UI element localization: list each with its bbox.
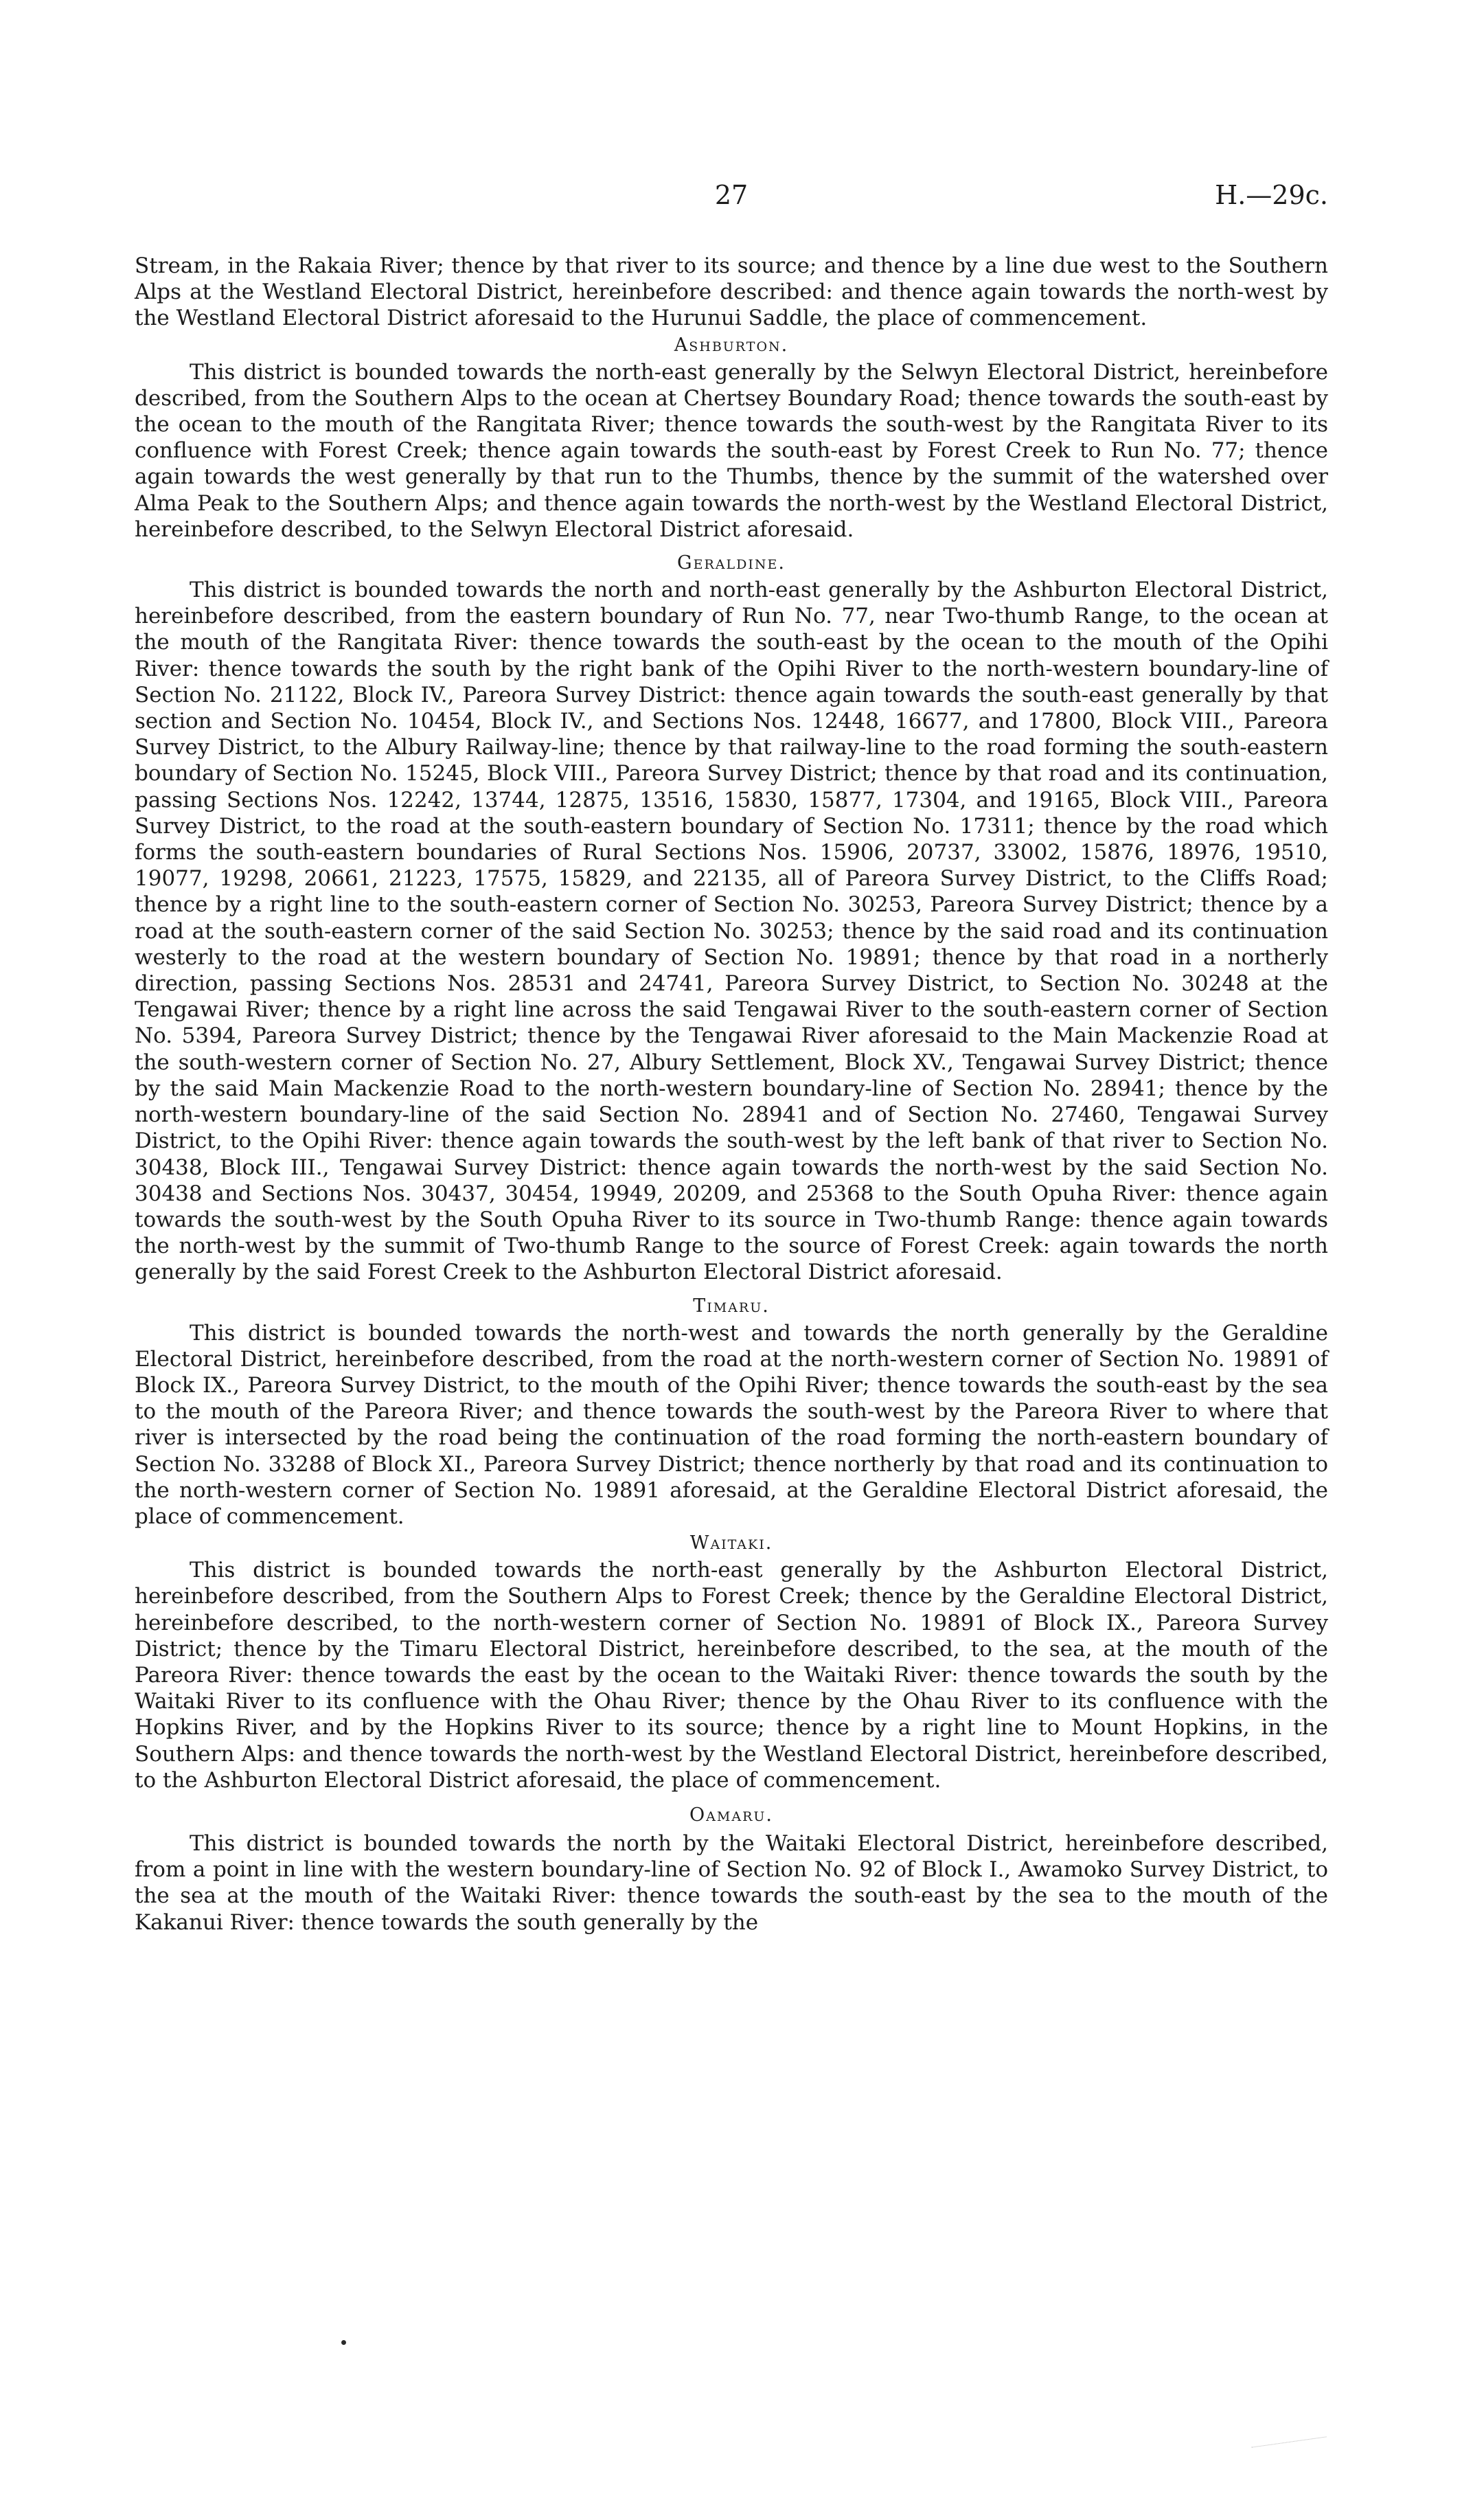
section-heading-oamaru: Oamaru. xyxy=(689,1804,773,1826)
ink-speck xyxy=(341,2340,346,2345)
continuation-paragraph: Stream, in the Rakaia River; thence by that river to its source; and thence by a line due west to the Southern Alps at the Westland Electoral District, hereinbefore described: and thence again towards the north-west by the Westland Electoral District aforesaid to the Hurunui Saddle, the place of commencement. xyxy=(135,253,1328,331)
running-head xyxy=(135,180,1328,221)
document-body xyxy=(135,253,1328,1936)
section-oamaru xyxy=(135,1802,1328,1936)
section-body-waitaki: This district is bounded towards the north-east generally by the Ashburton Electoral District, hereinbefore described, from the Southern Alps to Forest Creek; thence by the Geraldine Electoral District, hereinbefore described, to the north-western corner of Section No. 19891 of Block IX., Pareora Survey District; thence by the Timaru Electoral District, hereinbefore described, to the sea, at the mouth of the Pareora River: thence towards the east by the ocean to the Waitaki River: thence towards the south by the Waitaki River to its confluence with the Ohau River; thence by the Ohau River to its confluence with the Hopkins River, and by the Hopkins River to its source; thence by a right line to Mount Hopkins, in the Southern Alps: and thence towards the north-west by the Westland Electoral District, hereinbefore described, to the Ashburton Electoral District aforesaid, the place of commencement. xyxy=(135,1558,1328,1793)
section-heading-timaru: Timaru. xyxy=(693,1295,770,1317)
section-timaru xyxy=(135,1293,1328,1530)
paper-reference: H.—29c. xyxy=(1215,180,1328,210)
section-body-geraldine: This district is bounded towards the north and north-east generally by the Ashburton Electoral District, hereinbefore described, from the eastern boundary of Run No. 77, near Two-thumb Range, to the ocean at the mouth of the Rangitata River: thence towards the south-east by the ocean to the mouth of the Opihi River: thence towards the south by the right bank of the Opihi River to the north-western boundary-line of Section No. 21122, Block IV., Pareora Survey District: thence again towards the south-east generally by that section and Section No. 10454, Block IV., and Sections Nos. 12448, 16677, and 17800, Block VIII., Pareora Survey District, to the Albury Railway-line; thence by that railway-line to the road forming the south-eastern boundary of Section No. 15245, Block VIII., Pareora Survey District; thence by that road and its continuation, passing Sections Nos. 12242, 13744, 12875, 13516, 15830, 15877, 17304, and 19165, Block VIII., Pareora Survey District, to the road at the south-eastern boundary of Section No. 17311; thence by the road which forms the south-eastern boundaries of Rural Sections Nos. 15906, 20737, 33002, 15876, 18976, 19510, 19077, 19298, 20661, 21223, 17575, 15829, and 22135, all of Pareora Survey District, to the Cliffs Road; thence by a right line to the south-eastern corner of Section No. 30253, Pareora Survey District; thence by a road at the south-eastern corner of the said Section No. 30253; thence by the said road and its continuation westerly to the road at the western boundary of Section No. 19891; thence by that road in a northerly direction, passing Sections Nos. 28531 and 24741, Pareora Survey District, to Section No. 30248 at the Tengawai River; thence by a right line across the said Tengawai River to the south-eastern corner of Section No. 5394, Pareora Survey District; thence by the Tengawai River aforesaid to the Main Mackenzie Road at the south-western corner of Section No. 27, Albury Settlement, Block XV., Tengawai Survey District; thence by the said Main Mackenzie Road to the north-western boundary-line of Section No. 28941; thence by the north-western boundary-line of the said Section No. 28941 and of Section No. 27460, Tengawai Survey District, to the Opihi River: thence again towards the south-west by the left bank of that river to Section No. 30438, Block III., Tengawai Survey District: thence again towards the north-west by the said Section No. 30438 and Sections Nos. 30437, 30454, 19949, 20209, and 25368 to the South Opuha River: thence again towards the south-west by the South Opuha River to its source in Two-thumb Range: thence again towards the north-west by the summit of Two-thumb Range to the source of Forest Creek: again towards the north generally by the said Forest Creek to the Ashburton Electoral District aforesaid. xyxy=(135,578,1328,1285)
section-body-oamaru: This district is bounded towards the north by the Waitaki Electoral District, hereinbefore described, from a point in line with the western boundary-line of Section No. 92 of Block I., Awamoko Survey District, to the sea at the mouth of the Waitaki River: thence towards the south-east by the sea to the mouth of the Kakanui River: thence towards the south generally by the xyxy=(135,1830,1328,1935)
scan-artifact-mark xyxy=(1251,2436,1326,2447)
section-heading-ashburton: Ashburton. xyxy=(674,334,789,356)
section-heading-waitaki: Waitaki. xyxy=(689,1532,773,1554)
section-geraldine xyxy=(135,549,1328,1285)
section-heading-geraldine: Geraldine. xyxy=(677,552,786,574)
section-body-timaru: This district is bounded towards the north-west and towards the north generally by the Geraldine Electoral District, hereinbefore described, from the road at the north-western corner of Section No. 19891 of Block IX., Pareora Survey District, to the mouth of the Opihi River; thence towards the south-east by the sea to the mouth of the Pareora River; and thence towards the south-west by the Pareora River to where that river is intersected by the road being the continuation of the road forming the north-eastern boundary of Section No. 33288 of Block XI., Pareora Survey District; thence northerly by that road and its continuation to the north-western corner of Section No. 19891 aforesaid, at the Geraldine Electoral District aforesaid, the place of commencement. xyxy=(135,1320,1328,1529)
page-number: 27 xyxy=(714,180,749,210)
section-body-ashburton: This district is bounded towards the north-east generally by the Selwyn Electoral District, hereinbefore described, from the Southern Alps to the ocean at Chertsey Boundary Road; thence towards the south-east by the ocean to the mouth of the Rangitata River; thence towards the south-west by the Rangitata River to its confluence with Forest Creek; thence again towards the south-east by Forest Creek to Run No. 77; thence again towards the west generally by that run to the Thumbs, thence by the summit of the watershed over Alma Peak to the Southern Alps; and thence again towards the north-west by the Westland Electoral District, hereinbefore described, to the Selwyn Electoral District aforesaid. xyxy=(135,359,1328,542)
section-ashburton xyxy=(135,332,1328,543)
section-waitaki xyxy=(135,1530,1328,1793)
